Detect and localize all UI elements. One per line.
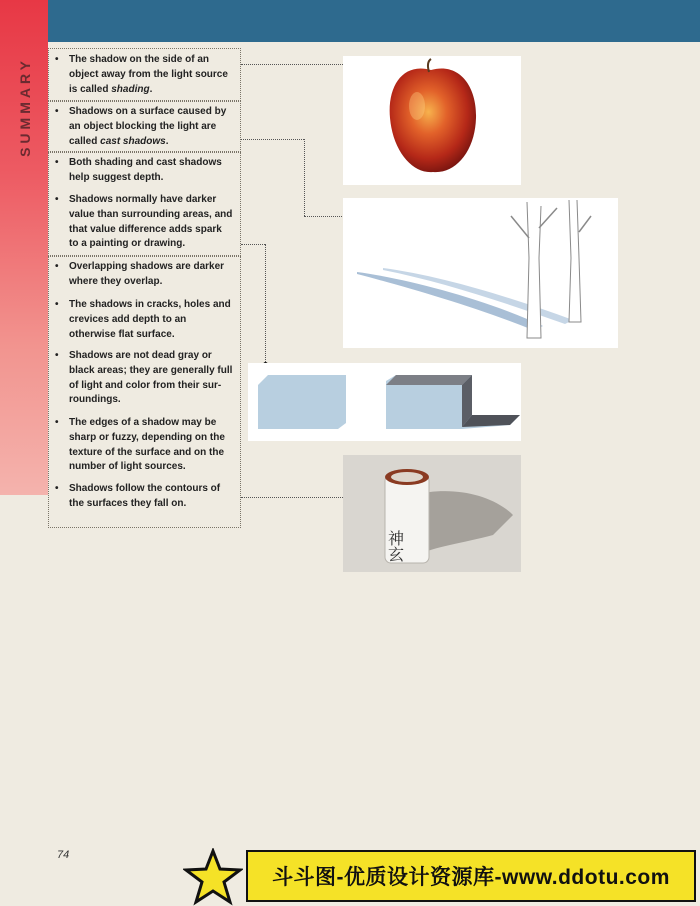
bullet-item-value: • Shadows normally have darker value than surrounding areas, and that value difference adds spark to a painting or drawing. <box>69 193 234 252</box>
bullet-item-cast-shadows: • Shadows on a surface caused by an object blocking the light are called cast shadows. <box>69 105 234 149</box>
connector-apple <box>241 64 353 65</box>
connector-vase <box>241 497 351 498</box>
vase-image <box>343 455 521 572</box>
bullet-item-edges: • The edges of a shadow may be sharp or fuzzy, depending on the texture of the surface and on the number of light sources. <box>69 416 234 475</box>
bullet-item-contours: • Shadows follow the contours of the surfaces they fall on. <box>69 482 234 512</box>
bullet-item-depth: • Both shading and cast shadows help suggest depth. <box>69 156 234 186</box>
boxes-shadow-image <box>248 363 521 441</box>
connector-boxes-b <box>265 244 266 364</box>
section-title: SUMMARY <box>17 57 33 157</box>
page-number: 74 <box>57 849 70 861</box>
watermark-banner: 斗斗图-优质设计资源库-www.ddotu.com <box>246 850 696 902</box>
bullet-item-cracks: • The shadows in cracks, holes and crevices add depth to an otherwise flat surface. <box>69 298 234 342</box>
sidebar-gradient <box>0 0 48 495</box>
bullet-item-not-dead-gray: • Shadows are not dead gray or black areas; they are generally full of light and color from their sur-roundings. <box>69 349 234 408</box>
connector-trees-a <box>241 139 304 140</box>
vase-calligraphy: 神玄 <box>385 530 405 562</box>
bullet-item-overlap: • Overlapping shadows are darker where they overlap. <box>69 260 234 290</box>
header-bar <box>48 0 700 42</box>
connector-boxes-a <box>241 244 265 245</box>
trees-cast-shadow-image <box>343 198 618 348</box>
star-icon <box>183 848 243 906</box>
bullet-item-shading: • The shadow on the side of an object away from the light source is called shading. <box>69 53 234 97</box>
apple-image <box>343 56 521 185</box>
connector-trees-b <box>304 139 305 216</box>
